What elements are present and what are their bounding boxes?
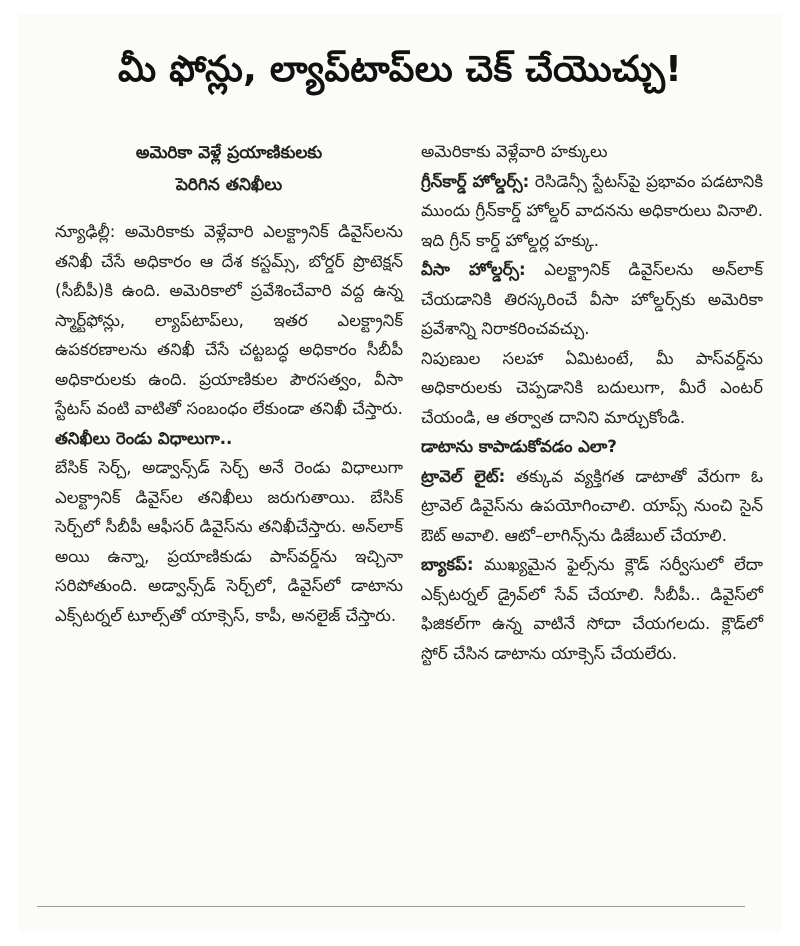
subheading-line-1: అమెరికా వెళ్లే ప్రయాణికులకు [135,143,323,163]
left-subheading [55,137,403,201]
backup-paragraph [421,550,763,668]
headline: మీ ఫోన్లు, ల్యాప్‌టాప్‌లు చెక్ చేయొచ్చు! [118,49,682,90]
rights-section-heading: అమెరికాకు వెళ్లేవారి హక్కులు [421,142,608,161]
green-card-lead: గ్రీన్‌కార్డ్ హోల్డర్స్: [421,171,530,191]
travel-light-paragraph [421,462,763,551]
green-card-paragraph [421,167,763,256]
subheading-line-2: పెరిగిన తనిఖీలు [175,175,283,195]
backup-text: ముఖ్యమైన ఫైల్స్‌ను క్లౌడ్ సర్వీసులో లేదా ఎక్స్‌టర్నల్ డ్రైవ్‌లో సేవ్ చేయాలి. సీబీపీ.. డివైస్‌లో ఫిజికల్‌గా ఉన్న వాటినే సోదా చేయగలదు. క్లౌడ్‌లో స్టోర్ చేసిన డాటాను యాక్సెస్ చేయలేరు. [421,555,763,663]
travel-light-lead: ట్రావెల్ లైట్: [421,466,506,486]
expert-advice-paragraph: నిపుణుల సలహా ఏమిటంటే, మీ పాస్‌వర్డ్‌ను అధికారులకు చెప్పడానికి బదులుగా, మీరే ఎంటర్ చేయండి, ఆ తర్వాత దానిని మార్చుకోండి. [421,348,763,427]
backup-lead: బ్యాకప్: [421,555,474,574]
visa-text: ఎలక్ట్రానిక్ డివైస్‌లను అన్‌లాక్ చేయడానికి తిరస్కరించే వీసా హోల్డర్స్‌కు అమెరికా ప్రవేశాన్ని నిరాకరించవచ్చు. [421,260,764,338]
inspections-section-heading: తనిఖీలు రెండు విధాలుగా.. [55,428,233,448]
visa-lead: వీసా హోల్డర్స్: [421,260,526,279]
data-protection-heading: డాటాను కాపాడుకోవడం ఎలా? [421,437,617,456]
newspaper-clipping [18,14,782,932]
left-column [55,137,403,630]
right-column [421,137,763,668]
inspections-paragraph: బేసిక్ సెర్చ్, అడ్వాన్స్‌డ్ సెర్చ్ అనే రెండు విధాలుగా ఎలక్ట్రానిక్ డివైస్‌ల తనిఖీలు జరుగుతాయి. బేసిక్ సెర్చ్‌లో సీబీపీ ఆఫీసర్ డివైస్‌ను తనిఖీచేస్తారు. అన్‌లాక్ అయి ఉన్నా, ప్రయాణికుడు పాస్‌వర్డ్‌ను ఇచ్చినా సరిపోతుంది. అడ్వాన్స్‌డ్ సెర్చ్‌లో, డివైస్‌లో డాటాను ఎక్స్‌టర్నల్ టూల్స్‌తో యాక్సెస్, కాపీ, అనలైజ్ చేస్తారు. [55,458,403,625]
travel-light-text: తక్కువ వ్యక్తిగత డాటాతో వేరుగా ఓ ట్రావెల్ డివైస్‌ను ఉపయోగించాలి. యాప్స్ నుంచి సైన్ ఔట్ అవాలి. ఆటో–లాగిన్స్‌ను డిజేబుల్ చేయాలి. [421,466,763,545]
green-card-text: రెసిడెన్సీ స్టేటస్‌పై ప్రభావం పడటానికి ముందు గ్రీన్‌కార్డ్ హోల్డర్ వాదనను అధికారులు వినాలి. ఇది గ్రీన్ కార్డ్ హోల్డర్ల హక్కు. [421,171,763,250]
visa-paragraph [421,255,763,344]
intro-paragraph: న్యూఢిల్లీ: అమెరికాకు వెళ్లేవారి ఎలక్ట్రానిక్ డివైస్‌లను తనిఖీ చేసే అధికారం ఆ దేశ కస్టమ్స్, బోర్డర్ ప్రొటెక్షన్ (సీబీపీ)కి ఉంది. అమెరికాలో ప్రవేశించేవారి వద్ద ఉన్న స్మార్ట్‌ఫోన్లు, ల్యాప్‌టాప్‌లు, ఇతర ఎలక్ట్రానిక్ ఉపకరణాలను తనిఖీ చేసే చట్టబద్ధ అధికారం సీబీపీ అధికారులకు ఉంది. ప్రయాణికుల పౌరసత్వం, వీసా స్టేటస్ వంటి వాటితో సంబంధం లేకుండా తనిఖీ చేస్తారు. [55,222,403,418]
bottom-divider [37,906,745,907]
